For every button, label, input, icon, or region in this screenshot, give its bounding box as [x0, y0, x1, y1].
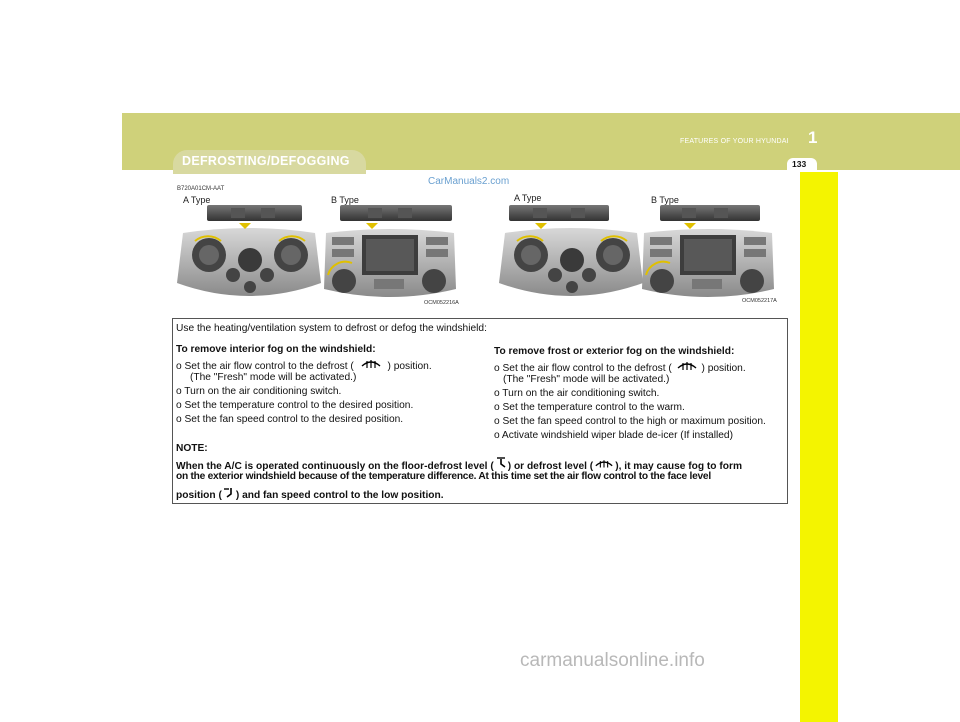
- climate-panel-a-left: [175, 205, 323, 305]
- interior-step-4: o Set the fan speed control to the desired position.: [176, 414, 404, 425]
- exterior-heading: To remove frost or exterior fog on the windshield:: [494, 346, 735, 357]
- interior-step-1-b: ) position.: [387, 361, 432, 372]
- climate-panel-a-right: [497, 205, 645, 305]
- intro-text: Use the heating/ventilation system to defrost or defog the windshield:: [176, 323, 487, 334]
- face-level-icon: [222, 485, 236, 503]
- type-label-b-right: B Type: [651, 195, 679, 205]
- note-line-3: [176, 485, 444, 503]
- note-line-2: on the exterior windshield because of the temperature difference. At this time set the air flow control to the face level: [176, 471, 711, 482]
- doc-code: B720A01CM-AAT: [177, 186, 225, 192]
- interior-step-3: o Set the temperature control to the desired position.: [176, 400, 414, 411]
- note-line-3-b: ) and fan speed control to the low position.: [235, 490, 444, 501]
- chapter-side-bar: [800, 172, 838, 722]
- exterior-step-4: o Set the fan speed control to the high or maximum position.: [494, 416, 766, 427]
- interior-step-1-note: (The "Fresh" mode will be activated.): [190, 372, 357, 383]
- interior-step-1-a: o Set the air flow control to the defrost (: [176, 361, 354, 372]
- type-label-a-left: A Type: [183, 195, 211, 205]
- exterior-step-3: o Set the temperature control to the warm.: [494, 402, 685, 413]
- defrost-icon: [357, 357, 385, 374]
- page-number: 133: [792, 159, 807, 169]
- note-line-1-c: ), it may cause fog to form: [615, 461, 742, 472]
- note-line-3-a: position (: [176, 490, 222, 501]
- interior-step-2: o Turn on the air conditioning switch.: [176, 386, 342, 397]
- chapter-number: 1: [808, 128, 818, 147]
- type-label-b-left: B Type: [331, 195, 359, 205]
- interior-heading: To remove interior fog on the windshield:: [176, 344, 376, 355]
- type-label-a-right: A Type: [514, 193, 542, 203]
- exterior-step-2: o Turn on the air conditioning switch.: [494, 388, 660, 399]
- exterior-step-5: o Activate windshield wiper blade de-icer (If installed): [494, 430, 733, 441]
- note-label: NOTE:: [176, 443, 208, 454]
- defrost-icon: [675, 359, 699, 376]
- exterior-step-1-a: o Set the air flow control to the defrost (: [494, 363, 672, 374]
- footer-watermark[interactable]: carmanualsonline.info: [520, 650, 705, 671]
- climate-panel-b-left: [322, 205, 458, 305]
- figure-code-right: OCM052217A: [742, 298, 777, 304]
- exterior-step-1-b: ) position.: [701, 363, 746, 374]
- chapter-title: FEATURES OF YOUR HYUNDAI: [680, 138, 789, 145]
- watermark[interactable]: CarManuals2.com: [428, 176, 510, 187]
- note-line-1-b: ) or defrost level (: [507, 461, 594, 472]
- figure-code-left: OCM052216A: [424, 300, 459, 306]
- climate-panel-b-right: [640, 205, 776, 305]
- exterior-step-1-note: (The "Fresh" mode will be activated.): [503, 374, 670, 385]
- section-title: DEFROSTING/DEFOGGING: [182, 154, 350, 168]
- note-line-1-a: When the A/C is operated continuously on the floor-defrost level (: [176, 461, 494, 472]
